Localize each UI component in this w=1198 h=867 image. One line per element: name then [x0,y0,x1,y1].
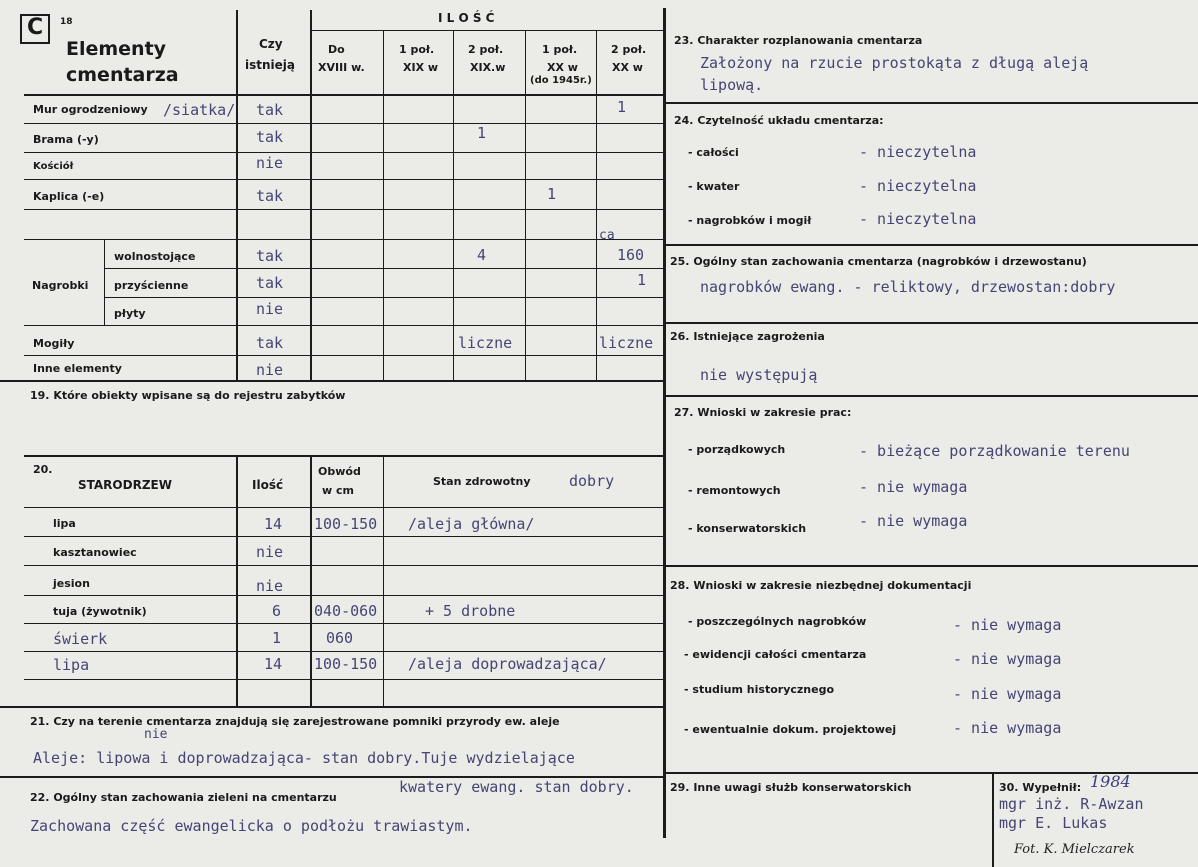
rule [24,595,665,596]
tree-1-name: lipa [53,517,76,530]
period-3-line1: 2 poł. [468,43,504,56]
tree-6-note: /aleja doprowadzająca/ [408,655,607,673]
row-mur-exists: tak [256,101,284,119]
q25-label: 25. Ogólny stan zachowania cmentarza (nagrobków i drzewostanu) [670,255,1087,268]
period-1-line1: Do [328,43,345,56]
rule [665,244,1198,246]
q29-label: 29. Inne uwagi służb konserwatorskich [670,781,912,794]
q27-item-1-label: - porządkowych [688,443,786,456]
q28-item-1-label: - poszczególnych nagrobków [688,615,867,628]
rule [24,209,665,210]
period-2-line2: XIX w [403,61,439,74]
tree-6-circ: 100-150 [314,655,378,673]
row-kaplica-label: Kaplica (-e) [33,190,105,203]
rule [24,679,665,680]
tree-1-note: /aleja główna/ [408,515,535,533]
q21-answer: nie [144,727,168,742]
row-mur-q5: 1 [617,98,627,116]
row-wolno-q5: 160 [617,246,645,264]
q30-name-1: mgr inż. R-Awzan [999,795,1144,813]
col-exists-2: istnieją [245,58,295,72]
rule [665,102,1198,104]
tree-5-circ: 060 [326,629,354,647]
rule [104,297,665,298]
col-exists-1: Czy [259,37,283,51]
center-divider [663,8,666,838]
row-wolno-label: wolnostojące [114,250,196,263]
row-inne-label: Inne elementy [33,362,122,375]
q24-label: 24. Czytelność układu cmentarza: [674,114,884,127]
q20-col-circ-2: w cm [322,484,354,497]
rule [0,380,665,382]
rule [0,706,665,708]
period-1-line2: XVIII w. [318,61,365,74]
rule [104,239,105,325]
q28-item-4-value: - nie wymaga [953,719,1062,737]
row-plyty-label: płyty [114,307,146,320]
rule [24,179,665,180]
row-inne-exists: nie [256,361,284,379]
tree-1-qty: 14 [264,515,283,533]
rule [992,772,994,867]
tree-4-circ: 040-060 [314,602,378,620]
tree-4-name: tuja (żywotnik) [53,605,147,618]
q27-item-3-label: - konserwatorskich [688,522,807,535]
q24-item-1-label: - całości [688,146,739,159]
row-kaplica-exists: tak [256,187,284,205]
rule [310,455,312,708]
rule [24,651,665,652]
tree-5-name: świerk [53,630,108,648]
row-kaplica-q4: 1 [547,185,557,203]
nagrobki-label: Nagrobki [32,279,89,292]
rule [24,507,665,508]
period-5-line1: 2 poł. [611,43,647,56]
rule [665,565,1198,567]
q23-label: 23. Charakter rozplanowania cmentarza [674,34,923,47]
row-mur-extra: /siatka/ [163,101,236,119]
rule [24,455,665,457]
row-mogily-exists: tak [256,334,284,352]
tree-3-name: jesion [53,577,90,590]
card-number: 18 [60,17,73,27]
rule [383,30,384,380]
tree-6-name: lipa [53,656,90,674]
q22-answer: Zachowana część ewangelicka o podłożu trawiastym. [30,817,473,835]
row-kosciol-label: Kościół [33,161,74,172]
rule [596,30,597,380]
q28-item-3-label: - studium historycznego [684,683,835,696]
q23-answer-2: lipową. [700,76,764,94]
q30-year: 1984 [1090,772,1131,791]
rule [24,565,665,566]
q21-text-2: kwatery ewang. stan dobry. [399,778,634,796]
row-plyty-exists: nie [256,300,284,318]
q30-name-2: mgr E. Lukas [999,814,1108,832]
rule [383,455,384,708]
card-code: C [27,15,44,40]
row-mogily-q5: liczne [599,334,654,352]
q20-col-state: Stan zdrowotny [433,475,531,488]
tree-2-name: kasztanowiec [53,546,137,559]
period-5-line2: XX w [612,61,643,74]
q28-label: 28. Wnioski w zakresie niezbędnej dokumentacji [670,579,972,592]
rule [665,395,1198,397]
rule [24,152,665,153]
photo-credit: Fot. K. Mielczarek [1014,842,1135,857]
q24-item-3-label: - nagrobków i mogił [688,214,812,227]
period-3-line2: XIX.w [470,61,506,74]
rule [310,30,665,31]
q24-item-1-value: - nieczytelna [859,143,977,161]
q21-label: 21. Czy na terenie cmentarza znajdują się zarejestrowane pomniki przyrody ew. aleje [30,715,560,728]
tree-6-qty: 14 [264,655,283,673]
q30-label: 30. Wypełnił: [999,781,1082,794]
q20-state-value: dobry [569,472,615,490]
row-wolno-exists: tak [256,247,284,265]
elements-title-2: cmentarza [66,64,179,86]
q20-num: 20. [33,463,53,476]
tree-2-qty: nie [256,543,284,561]
q27-item-1-value: - bieżące porządkowanie terenu [859,442,1130,460]
q28-item-2-label: - ewidencji całości cmentarza [684,648,867,661]
q20-title: STARODRZEW [78,478,172,492]
row-brama-exists: tak [256,128,284,146]
elements-title-1: Elementy [66,38,167,60]
tree-4-qty: 6 [272,602,282,620]
q27-item-2-label: - remontowych [688,484,781,497]
row-przysc-q5: 1 [637,271,647,289]
q28-item-3-value: - nie wymaga [953,685,1062,703]
q27-item-3-value: - nie wymaga [859,512,968,530]
rule [24,325,665,326]
q20-col-qty: Ilość [252,478,284,492]
q28-item-4-label: - ewentualnie dokum. projektowej [684,723,897,736]
rule [24,123,665,124]
tree-4-note: + 5 drobne [425,602,516,620]
q19-label: 19. Które obiekty wpisane są do rejestru zabytków [30,389,346,402]
q24-item-3-value: - nieczytelna [859,210,977,228]
q24-item-2-label: - kwater [688,180,740,193]
rule [104,268,665,269]
row-brama-label: Brama (-y) [33,133,99,146]
row-przysc-label: przyścienne [114,279,189,292]
q25-answer: nagrobków ewang. - reliktowy, drzewostan:dobry [700,278,1116,296]
q21-text-1: Aleje: lipowa i doprowadzająca- stan dobry.Tuje wydzielające [33,749,575,767]
tree-3-qty: nie [256,577,284,595]
q26-answer: nie występują [700,366,818,384]
q23-answer-1: Założony na rzucie prostokąta z długą aleją [700,54,1089,72]
tree-5-qty: 1 [272,629,282,647]
rule [24,536,665,537]
quantity-header: I L O Ś Ć [438,11,495,25]
q22-label: 22. Ogólny stan zachowania zieleni na cmentarzu [30,791,337,804]
row-przysc-exists: tak [256,274,284,292]
q27-label: 27. Wnioski w zakresie prac: [674,406,852,419]
q24-item-2-value: - nieczytelna [859,177,977,195]
row-mogily-q3: liczne [458,334,513,352]
q28-item-2-value: - nie wymaga [953,650,1062,668]
rule [236,455,238,708]
rule [665,322,1198,324]
period-4-line3: (do 1945r.) [530,75,592,86]
q28-item-1-value: - nie wymaga [953,616,1062,634]
row-mur-label: Mur ogrodzeniowy [33,103,148,116]
row-kosciol-exists: nie [256,154,284,172]
rule [24,355,665,356]
q20-col-circ-1: Obwód [318,465,361,478]
rule [453,30,454,380]
rule [525,30,526,380]
period-4-line1: 1 poł. [542,43,578,56]
q26-label: 26. Istniejące zagrożenia [670,330,825,343]
period-2-line1: 1 poł. [399,43,435,56]
row-mogily-label: Mogiły [33,337,75,350]
rule [24,623,665,624]
q27-item-2-value: - nie wymaga [859,478,968,496]
tree-1-circ: 100-150 [314,515,378,533]
rule [24,94,665,96]
row-wolno-ca: ca [599,228,615,243]
period-4-line2: XX w [547,61,578,74]
row-wolno-q3: 4 [477,246,487,264]
rule [24,239,665,240]
row-brama-q3: 1 [477,124,487,142]
